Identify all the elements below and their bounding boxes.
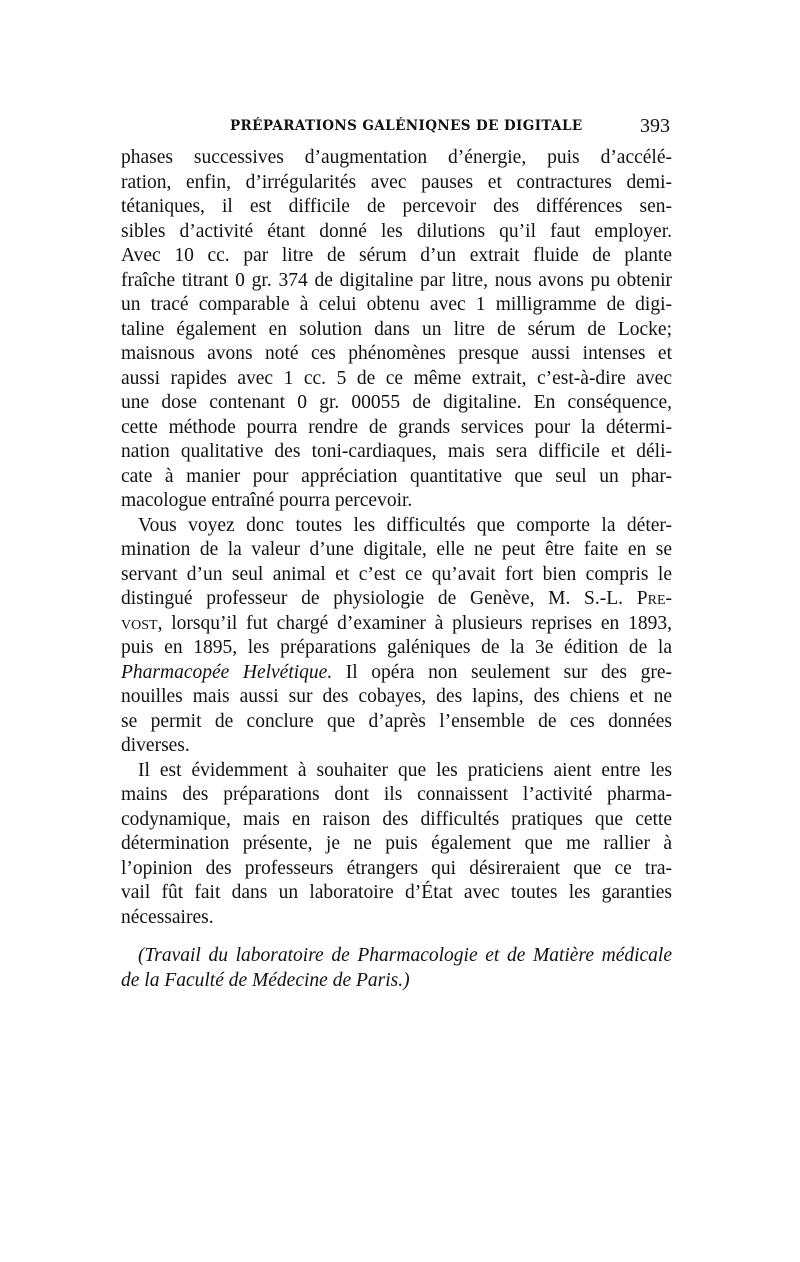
paragraph-2 xyxy=(121,514,672,759)
body-text xyxy=(121,146,672,993)
running-head: PRÉPARATIONS GALÉNIQNES DE DIGITALE xyxy=(230,118,583,134)
text-line: se permit de conclure que d’après l’ensemble de ces données xyxy=(121,710,672,732)
text-line: cate à manier pour appréciation quantitative que seul un phar- xyxy=(121,465,672,487)
page-number: 393 xyxy=(640,115,670,137)
book-title: Pharmacopée Helvétique. xyxy=(121,661,333,683)
text-line: une dose contenant 0 gr. 00055 de digitaline. En conséquence, xyxy=(121,392,672,413)
text-line: mains des préparations dont ils connaissent l’activité pharma- xyxy=(121,784,672,805)
author-name-part: vost xyxy=(121,612,158,634)
author-name-part: Pre- xyxy=(636,588,672,609)
text-line: puis en 1895, les préparations galéniques de la 3e édition de la xyxy=(121,637,672,658)
lab-credit xyxy=(121,944,672,993)
text-line: codynamique, mais en raison des difficultés pratiques que cette xyxy=(121,808,672,830)
text-line: nation qualitative des toni-cardiaques, mais sera difficile et déli- xyxy=(121,441,672,462)
text-line: nouilles mais aussi sur des cobayes, des lapins, des chiens et ne xyxy=(121,686,672,707)
text-line: ration, enfin, d’irrégularités avec pauses et contractures demi- xyxy=(121,171,672,193)
text-line: sibles d’activité étant donné les dilutions qu’il faut employer. xyxy=(121,220,672,242)
text-line: de la Faculté de Médecine de Paris.) xyxy=(121,969,410,991)
text-line: un tracé comparable à celui obtenu avec 1 milligramme de digi- xyxy=(121,294,672,315)
line-text: distingué professeur de physiologie de Genève, M. S.-L. xyxy=(121,588,637,609)
text-line: nécessaires. xyxy=(121,906,214,928)
text-line: vail fût fait dans un laboratoire d’État avec toutes les garanties xyxy=(121,882,672,903)
text-line xyxy=(121,612,672,637)
spacer xyxy=(121,930,672,944)
text-line: tétaniques, il est difficile de percevoir des différences sen- xyxy=(121,196,672,217)
text-line: (Travail du laboratoire de Pharmacologie et de Matière médicale xyxy=(138,945,672,966)
text-line: phases successives d’augmentation d’énergie, puis d’accélé- xyxy=(121,147,672,168)
paragraph-1 xyxy=(121,146,672,514)
text-line: taline également en solution dans un litre de sérum de Locke; xyxy=(121,318,672,340)
page-header xyxy=(230,116,670,142)
line-text: , lorsqu’il fut chargé d’examiner à plusieurs reprises en 1893, xyxy=(157,612,672,634)
text-line: maisnous avons noté ces phénomènes presque aussi intenses et xyxy=(121,343,672,364)
text-line: détermination présente, je ne puis également que me rallier à xyxy=(121,833,672,854)
text-line xyxy=(121,587,672,612)
text-line: macologue entraîné pourra percevoir. xyxy=(121,490,413,511)
paragraph-3 xyxy=(121,759,672,931)
text-line: aussi rapides avec 1 cc. 5 de ce même extrait, c’est-à-dire avec xyxy=(121,367,672,389)
text-line: cette méthode pourra rendre de grands services pour la détermi- xyxy=(121,416,672,438)
text-line: l’opinion des professeurs étrangers qui désireraient que ce tra- xyxy=(121,857,672,879)
text-line: Avec 10 cc. par litre de sérum d’un extrait fluide de plante xyxy=(121,245,672,266)
text-line: servant d’un seul animal et c’est ce qu’avait fort bien compris le xyxy=(121,563,672,585)
text-line: diverses. xyxy=(121,735,190,756)
text-line: fraîche titrant 0 gr. 374 de digitaline par litre, nous avons pu obtenir xyxy=(121,269,672,291)
text-line: Il est évidemment à souhaiter que les praticiens aient entre les xyxy=(138,759,672,781)
line-text: Il opéra non seulement sur des gre- xyxy=(332,661,672,683)
text-line xyxy=(121,661,672,686)
text-line: Vous voyez donc toutes les difficultés que comporte la déter- xyxy=(138,514,672,536)
text-line: mination de la valeur d’une digitale, elle ne peut être faite en se xyxy=(121,539,672,560)
